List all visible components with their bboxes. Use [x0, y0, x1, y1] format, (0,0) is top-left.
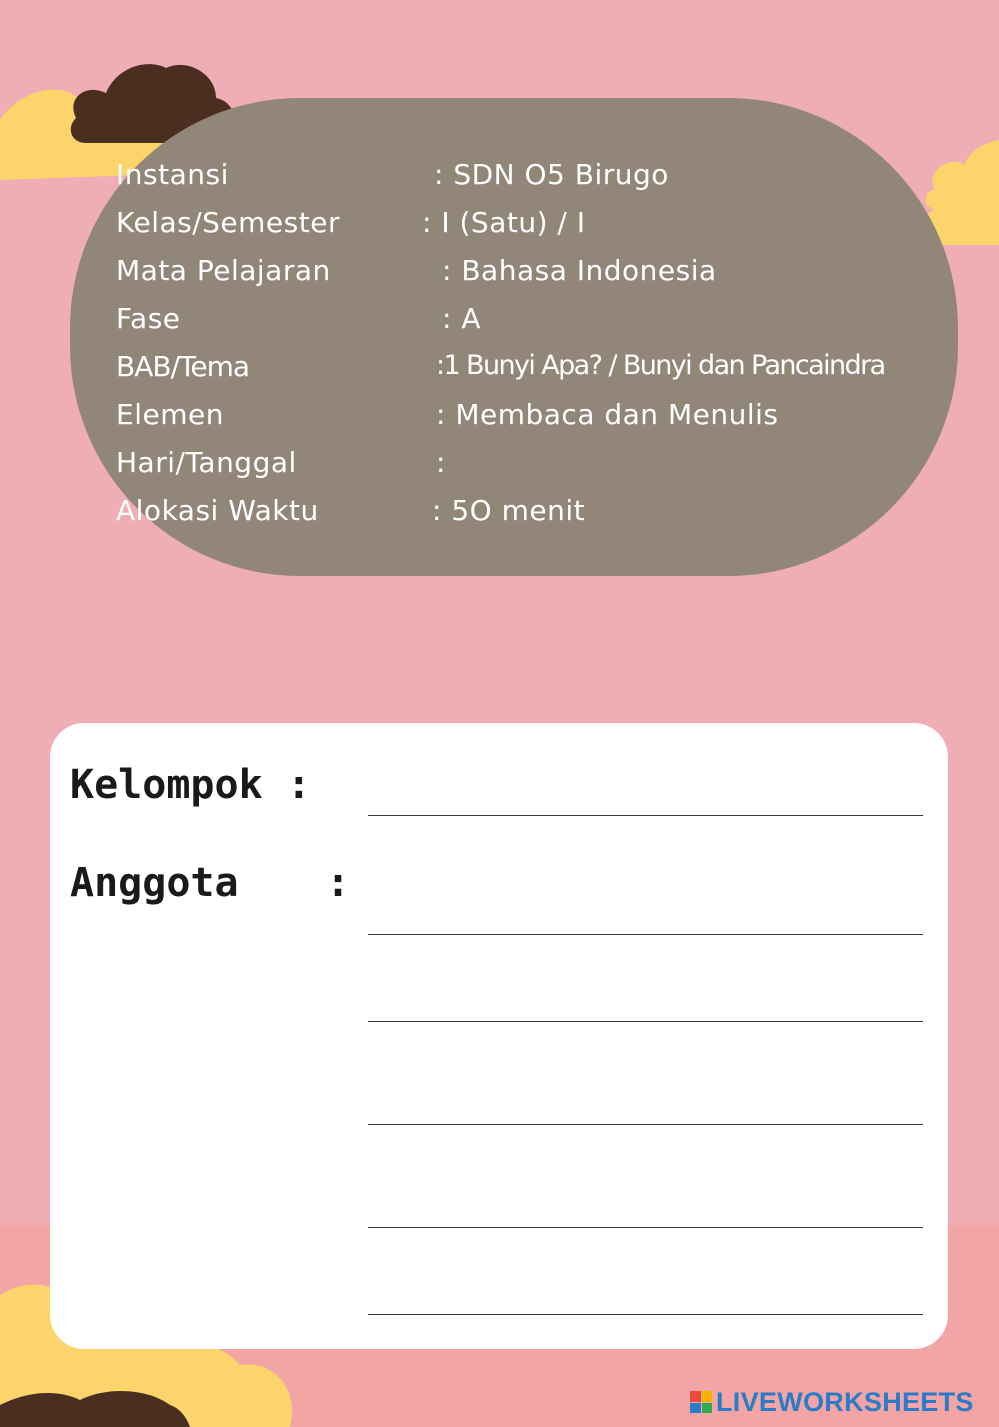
info-value: : Membaca dan Menulis	[436, 398, 779, 431]
liveworksheets-brand	[690, 1386, 974, 1418]
liveworksheets-logo-icon	[690, 1391, 712, 1413]
info-value: : A	[442, 302, 481, 335]
info-value: :	[436, 446, 446, 479]
info-label: Alokasi Waktu	[116, 494, 319, 527]
members-colon: :	[326, 860, 351, 906]
info-label: Instansi	[116, 158, 229, 191]
info-value: : Bahasa Indonesia	[442, 254, 717, 287]
info-label: Fase	[116, 302, 181, 335]
info-label: Mata Pelajaran	[116, 254, 331, 287]
info-value: : 5O menit	[432, 494, 586, 527]
info-value: : I (Satu) / I	[422, 206, 586, 239]
brand-name: LIVEWORKSHEETS	[716, 1386, 974, 1417]
member-line-2[interactable]	[368, 1021, 923, 1022]
info-label: Elemen	[116, 398, 224, 431]
member-line-4[interactable]	[368, 1227, 923, 1228]
info-label: BAB/Tema	[116, 350, 250, 383]
info-value: : SDN O5 Birugo	[434, 158, 669, 191]
group-name-line[interactable]	[368, 815, 923, 816]
info-label: Kelas/Semester	[116, 206, 340, 239]
brown-cloud-bottom-left	[0, 1385, 190, 1427]
member-line-5[interactable]	[368, 1314, 923, 1315]
group-form-card	[50, 723, 948, 1349]
members-label: Anggota	[70, 860, 239, 906]
info-value: :1 Bunyi Apa? / Bunyi dan Pancaindra	[436, 350, 885, 381]
group-label: Kelompok :	[70, 762, 311, 808]
info-label: Hari/Tanggal	[116, 446, 297, 479]
member-line-3[interactable]	[368, 1124, 923, 1125]
member-line-1[interactable]	[368, 934, 923, 935]
